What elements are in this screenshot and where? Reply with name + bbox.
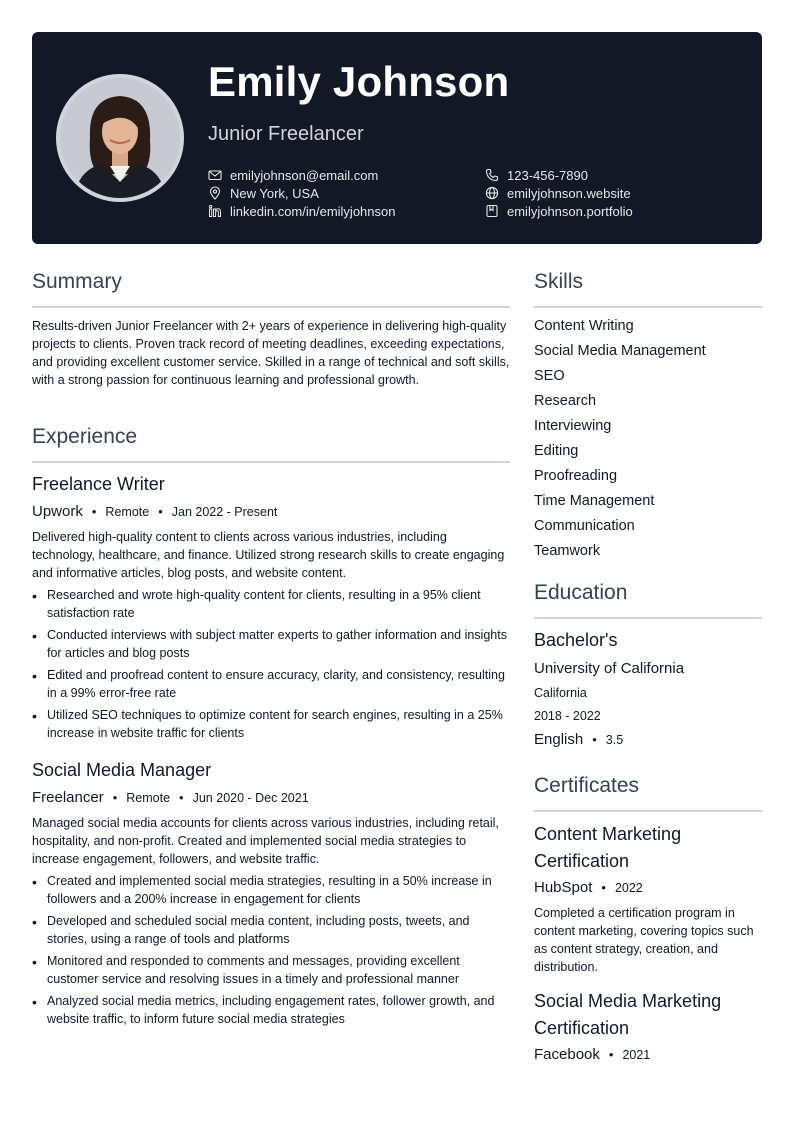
certificate-name: Social Media Marketing Certification	[534, 991, 722, 1038]
certificate-year: 2022	[614, 881, 643, 895]
experience-divider	[32, 461, 510, 463]
contact-website-text: emilyjohnson.website	[507, 185, 631, 201]
contact-phone-text: 123-456-7890	[507, 167, 588, 183]
contact-location	[208, 184, 319, 202]
achievement-item: • Monitored and responded to comments and messages, providing excellent customer service and resolving issues in a timely and professional manner	[32, 952, 510, 988]
candidate-headline: Junior Freelancer	[208, 123, 364, 145]
achievement-item: • Created and implemented social media strategies, resulting in a 50% increase in followers and a 200% increase in engagement for clients	[32, 872, 510, 908]
email-icon	[208, 168, 222, 182]
job-achievements	[32, 872, 510, 1032]
skill-item: Proofreading	[534, 468, 618, 484]
skill-item: Editing	[534, 443, 579, 459]
certificate-description: Completed a certification program in content marketing, covering topics such as content strategy, creation, and distribution.	[534, 906, 754, 974]
profile-photo-illustration	[60, 78, 180, 198]
separator-dot: •	[91, 504, 97, 519]
skill-item: Teamwork	[534, 543, 601, 559]
separator-dot: •	[592, 732, 597, 747]
job-description: Delivered high-quality content to clients across various industries, including technology, healthcare, and finance. Utilized strong research skills to create engaging and informative articles, blog posts, and website content.	[32, 530, 505, 580]
location-pin-icon	[208, 186, 222, 200]
certificate-issuer: Facebook	[534, 1046, 600, 1063]
contact-location-text: New York, USA	[230, 185, 319, 201]
experience-heading: Experience	[32, 425, 138, 448]
contact-portfolio-text: emilyjohnson.portfolio	[507, 203, 633, 219]
certificate-name: Content Marketing Certification	[534, 824, 682, 871]
contact-phone[interactable]	[485, 166, 588, 184]
job-location: Remote	[105, 505, 150, 519]
certificates-divider	[534, 810, 762, 812]
certificate-year: 2021	[622, 1048, 651, 1062]
separator-dot: •	[158, 504, 163, 519]
globe-icon	[485, 186, 499, 200]
education-language: English	[534, 731, 584, 748]
skill-item: Communication	[534, 518, 635, 534]
candidate-name: Emily Johnson	[208, 58, 510, 105]
education-location: California	[534, 686, 587, 700]
skills-divider	[534, 306, 762, 308]
contact-website[interactable]	[485, 184, 631, 202]
education-degree: Bachelor's	[534, 630, 618, 650]
achievement-item: • Conducted interviews with subject matter experts to gather information and insights for articles and blog posts	[32, 626, 510, 662]
job-description: Managed social media accounts for clients across various industries, including retail, hospitality, and non-profit. Created and implemented social media strategies to increase engagement, followers, and website traffic.	[32, 816, 499, 866]
achievement-item: • Utilized SEO techniques to optimize content for search engines, resulting in a 25% increase in website traffic for clients	[32, 706, 510, 742]
skills-heading: Skills	[534, 270, 584, 293]
contact-email[interactable]	[208, 166, 378, 184]
job-meta	[32, 789, 309, 806]
summary-heading: Summary	[32, 270, 122, 293]
skills-list	[534, 314, 762, 564]
job-company: Freelancer	[32, 789, 104, 806]
achievement-item: • Developed and scheduled social media content, including posts, tweets, and stories, using a range of tools and platforms	[32, 912, 510, 948]
profile-photo	[56, 74, 184, 202]
separator-dot: •	[608, 1047, 614, 1062]
job-title: Freelance Writer	[32, 474, 165, 494]
job-meta	[32, 503, 277, 520]
linkedin-icon	[208, 204, 222, 218]
education-dates: 2018 - 2022	[534, 709, 601, 723]
job-achievements	[32, 586, 510, 746]
education-score: 3.5	[605, 733, 624, 747]
contact-linkedin[interactable]	[208, 202, 395, 220]
skill-item: Content Writing	[534, 318, 634, 334]
skill-item: Time Management	[534, 493, 655, 509]
job-location: Remote	[126, 791, 171, 805]
job-title: Social Media Manager	[32, 760, 212, 780]
education-divider	[534, 617, 762, 619]
summary-divider	[32, 306, 510, 308]
separator-dot: •	[112, 790, 118, 805]
contact-portfolio[interactable]	[485, 202, 633, 220]
certificate-meta	[534, 879, 643, 896]
skill-item: Social Media Management	[534, 343, 706, 359]
skill-item: Interviewing	[534, 418, 612, 434]
job-company: Upwork	[32, 503, 83, 520]
separator-dot: •	[179, 790, 184, 805]
phone-icon	[485, 168, 499, 182]
certificate-issuer: HubSpot	[534, 879, 593, 896]
separator-dot: •	[601, 880, 606, 895]
skill-item: Research	[534, 393, 597, 409]
certificates-heading: Certificates	[534, 774, 640, 797]
achievement-item: • Edited and proofread content to ensure accuracy, clarity, and consistency, resulting in a 99% error-free rate	[32, 666, 510, 702]
summary-text: Results-driven Junior Freelancer with 2+ years of experience in delivering high-quality projects to clients. Proven track record of meeting deadlines, exceeding expectations, and providing excellent customer service. Skilled in a range of technical and soft skills, with a strong passion for continuous learning and professional growth.	[32, 319, 510, 387]
bookmark-icon	[485, 204, 499, 218]
contact-info	[208, 166, 728, 226]
education-heading: Education	[534, 581, 628, 604]
education-school: University of California	[534, 660, 685, 677]
contact-linkedin-text: linkedin.com/in/emilyjohnson	[230, 203, 396, 219]
achievement-item: • Researched and wrote high-quality content for clients, resulting in a 95% client satisfaction rate	[32, 586, 510, 622]
job-dates: Jun 2020 - Dec 2021	[192, 791, 309, 805]
achievement-item: • Analyzed social media metrics, including engagement rates, follower growth, and website traffic, to inform future social media strategies	[32, 992, 510, 1028]
contact-email-text: emilyjohnson@email.com	[230, 167, 379, 183]
job-dates: Jan 2022 - Present	[171, 505, 278, 519]
certificate-meta	[534, 1046, 650, 1063]
education-language-score	[534, 731, 623, 748]
skill-item: SEO	[534, 368, 565, 384]
resume-header	[32, 32, 762, 244]
